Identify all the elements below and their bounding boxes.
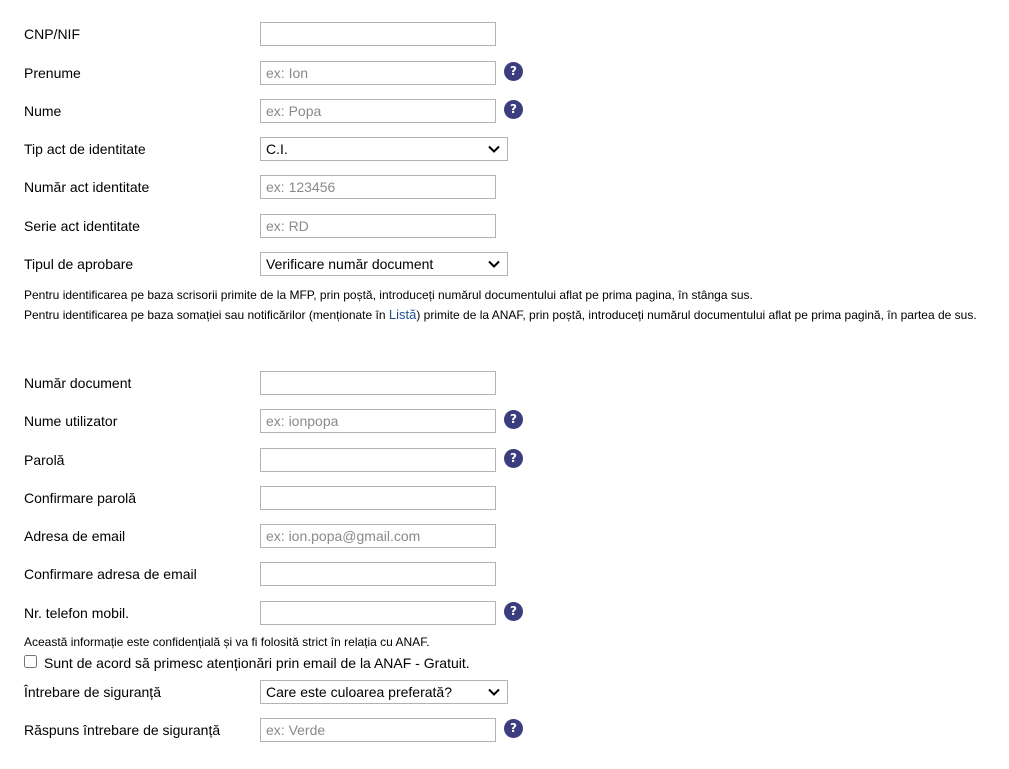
row-tip-aprobare	[0, 252, 1009, 278]
tip-act-selected-value: C.I.	[266, 141, 288, 157]
email-input[interactable]	[260, 524, 496, 548]
lista-link[interactable]: Listă	[388, 307, 417, 322]
nume-utilizator-input[interactable]	[260, 409, 496, 433]
prenume-label: Prenume	[24, 65, 81, 81]
info-text	[24, 285, 989, 325]
email-label: Adresa de email	[24, 528, 126, 544]
numar-document-label: Număr document	[24, 375, 132, 391]
help-icon[interactable]: ?	[504, 100, 523, 119]
help-icon[interactable]: ?	[504, 449, 523, 468]
chevron-down-icon	[487, 142, 501, 156]
nume-utilizator-label: Nume utilizator	[24, 413, 118, 429]
cnp-label: CNP/NIF	[24, 26, 80, 42]
row-prenume	[0, 61, 1009, 87]
row-nume	[0, 99, 1009, 125]
help-icon[interactable]: ?	[504, 410, 523, 429]
info-line-2-start: Pentru identificarea pe baza somației sau notificărilor (menționate în	[24, 308, 389, 322]
row-serie-act	[0, 214, 1009, 240]
tip-aprobare-label: Tipul de aprobare	[24, 256, 134, 272]
confirmare-email-input[interactable]	[260, 562, 496, 586]
tip-aprobare-selected-value: Verificare număr document	[266, 256, 434, 272]
confirmare-parola-input[interactable]	[260, 486, 496, 510]
row-parola	[0, 448, 1009, 474]
numar-act-label: Număr act identitate	[24, 179, 150, 195]
row-intrebare	[0, 680, 1009, 706]
row-email	[0, 524, 1009, 550]
intrebare-selected-value: Care este culoarea preferată?	[266, 684, 452, 700]
row-numar-document	[0, 371, 1009, 397]
row-confirmare-email	[0, 562, 1009, 588]
confidential-note: Această informație este confidențială și va fi folosită strict în relația cu ANAF.	[24, 635, 430, 649]
numar-act-input[interactable]	[260, 175, 496, 199]
confirmare-parola-label: Confirmare parolă	[24, 490, 137, 506]
telefon-input[interactable]	[260, 601, 496, 625]
chevron-down-icon	[487, 257, 501, 271]
help-icon[interactable]: ?	[504, 62, 523, 81]
consent-label: Sunt de acord să primesc atenționări prin email de la ANAF - Gratuit.	[44, 655, 470, 671]
row-raspuns	[0, 718, 1009, 744]
help-icon[interactable]: ?	[504, 602, 523, 621]
prenume-input[interactable]	[260, 61, 496, 85]
intrebare-label: Întrebare de siguranță	[24, 684, 161, 700]
row-telefon	[0, 601, 1009, 627]
row-cnp	[0, 22, 1009, 48]
info-line-1: Pentru identificarea pe baza scrisorii primite de la MFP, prin poștă, introduceți numărul documentului aflat pe prima pagina, în stânga sus.	[24, 288, 753, 302]
telefon-label: Nr. telefon mobil.	[24, 605, 130, 621]
intrebare-select[interactable]	[260, 680, 508, 704]
serie-act-input[interactable]	[260, 214, 496, 238]
row-numar-act	[0, 175, 1009, 201]
cnp-input[interactable]	[260, 22, 496, 46]
raspuns-label: Răspuns întrebare de siguranță	[24, 722, 221, 738]
info-line-2-end: ) primite de la ANAF, prin poștă, introduceți numărul documentului aflat pe prima pagină, în partea de sus.	[416, 308, 977, 322]
parola-label: Parolă	[24, 452, 65, 468]
confirmare-email-label: Confirmare adresa de email	[24, 566, 197, 582]
chevron-down-icon	[487, 685, 501, 699]
tip-aprobare-select[interactable]	[260, 252, 508, 276]
tip-act-label: Tip act de identitate	[24, 141, 146, 157]
numar-document-input[interactable]	[260, 371, 496, 395]
tip-act-select[interactable]	[260, 137, 508, 161]
help-icon[interactable]: ?	[504, 719, 523, 738]
info-line-2	[24, 305, 989, 325]
row-nume-utilizator	[0, 409, 1009, 435]
nume-input[interactable]	[260, 99, 496, 123]
serie-act-label: Serie act identitate	[24, 218, 140, 234]
parola-input[interactable]	[260, 448, 496, 472]
consent-checkbox[interactable]	[24, 655, 37, 668]
nume-label: Nume	[24, 103, 62, 119]
row-confirmare-parola	[0, 486, 1009, 512]
row-tip-act	[0, 137, 1009, 163]
raspuns-input[interactable]	[260, 718, 496, 742]
